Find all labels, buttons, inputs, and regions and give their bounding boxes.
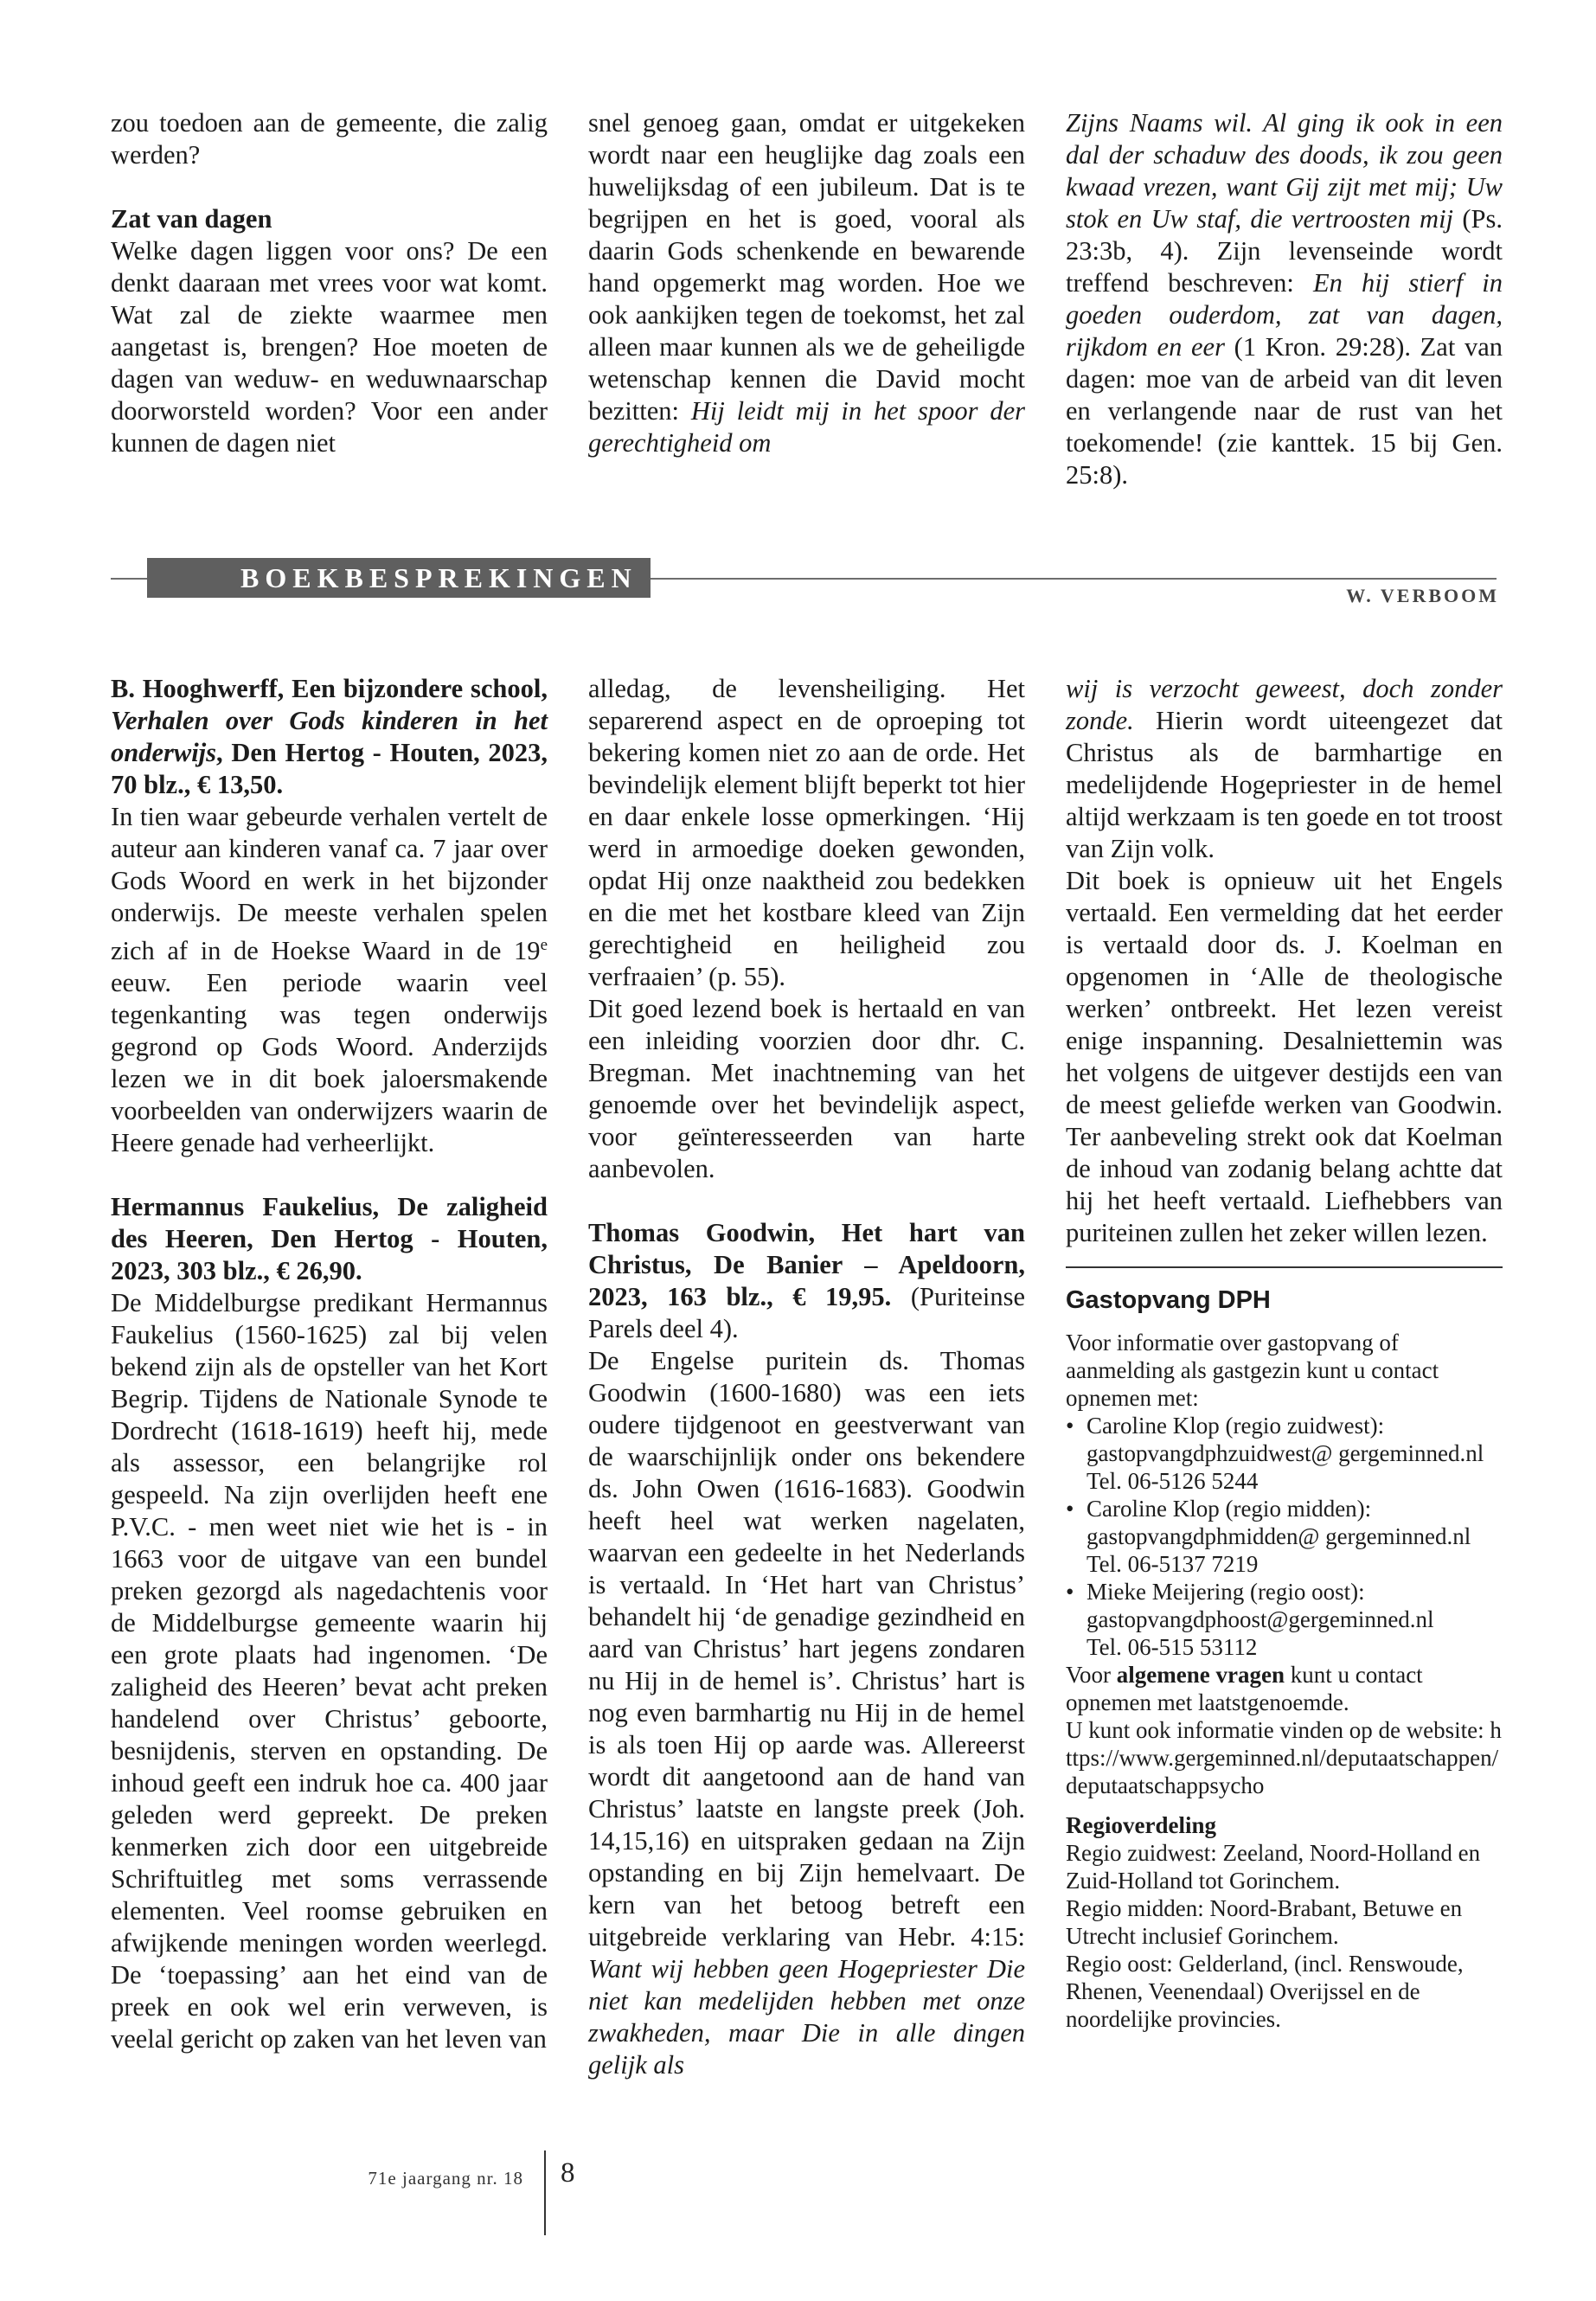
review-heading-tail: (Puriteinse Parels deel 4). bbox=[588, 1282, 1025, 1343]
contact-email[interactable]: gastopvangdphmidden@ gergeminned.nl bbox=[1086, 1523, 1471, 1549]
review-heading-text: , Den Hertog - Houten, 2023, 70 blz., € 13,50. bbox=[111, 738, 548, 799]
general-bold: algemene vragen bbox=[1116, 1662, 1285, 1688]
review-heading bbox=[588, 1217, 1025, 1345]
contact-name: • Caroline Klop (regio zuidwest): bbox=[1086, 1413, 1385, 1439]
infobox-intro: Voor informatie over gastopvang of aanmelding als gastgezin kunt u contact opnemen met: bbox=[1066, 1330, 1439, 1411]
reviews-column-3 bbox=[1066, 673, 1503, 2033]
review-text: De Engelse puritein ds. Thomas Goodwin (1600-1680) was een iets oudere tijdgenoot en geestverwant van de waarschijnlijk onder ons bekendere ds. John Owen (1616-1683). Goodwin heeft heel wat werken nagelaten, waarvan een gedeelte in het Nederlands is vertaald. In ‘Het hart van Christus’ behandelt hij ‘de genadige gezindheid en aard van Christus’ hart jegens zondaren nu Hij in de hemel is’. Christus’ hart is nog even barmhartig nu Hij in de hemel is als toen Hij op aarde was. Allereerst wordt dit aangetoond aan de hand van Christus’ laatste en langste preek (Joh. 14,15,16) en uitspraken gedaan na Zijn opstanding en bij Zijn hemelvaart. De kern van het betoog betreft een uitgebreide verklaring van Hebr. 4:15: bbox=[588, 1346, 1025, 1952]
review-text: In tien waar gebeurde verhalen vertelt de auteur aan kinderen vanaf ca. 7 jaar over Gods Woord en werk in het bijzonder onderwijs. De meeste verhalen spelen zich af in de Hoekse Waard in de 19 bbox=[111, 802, 548, 966]
general-text: Voor bbox=[1066, 1662, 1112, 1688]
regions-title: Regioverdeling bbox=[1066, 1812, 1216, 1838]
review-heading-text: Thomas Goodwin, Het hart van Christus, De Banier – Apeldoorn, 2023, 163 blz., € 19,95. bbox=[588, 1218, 1025, 1311]
issue-label: 71e jaargang nr. 18 bbox=[368, 2168, 523, 2189]
contact-email[interactable]: gastopvangdphoost@gergeminned.nl bbox=[1086, 1606, 1434, 1632]
page-footer bbox=[0, 2150, 1596, 2199]
contact-email[interactable]: gastopvangdphzuidwest@ gergeminned.nl bbox=[1086, 1440, 1484, 1466]
review-body: De Middelburgse predikant Hermannus Faukelius (1560-1625) zal bij velen bekend zijn als de opsteller van het Kort Begrip. Tijdens de Nationale Synode te Dordrecht (1618-1619) heeft hij, mede als assessor, een belangrijke rol gespeeld. Na zijn overlijden heeft ene P.V.C. - men weet niet wie het is - in 1663 voor de uitgave van een bundel preken gezorgd als nagedachtenis voor de Middelburgse gemeente waarin hij een grote plaats had ingenomen. ‘De zaligheid des Heeren’ bevat acht preken handelend over Christus’ geboorte, besnijdenis, sterven en opstanding. De inhoud geeft een indruk hoe ca. 400 jaar geleden werd gepreekt. De preken kenmerken zich door een uitgebreide Schriftuitleg met soms verrassende elementen. Veel roomse gebruiken en afwijkende meningen worden weerlegd. De ‘toepassing’ aan het eind van de preek en ook wel erin verweven, is veelal gericht op zaken van het leven van bbox=[111, 1288, 548, 2054]
review-body bbox=[588, 1345, 1025, 2081]
paragraph bbox=[1066, 107, 1503, 491]
general-questions bbox=[1066, 1661, 1503, 1716]
reviews-column-2 bbox=[588, 673, 1025, 2081]
review-body: Dit boek is opnieuw uit het Engels vertaald. Een vermelding dat het eerder is vertaald door ds. J. Koelman en opgenomen in ‘Alle de theologische werken’ ontbreekt. Het lezen vereist enige inspanning. Desalniettemin was het volgens de uitgever destijds een van de meest geliefde werken van Goodwin. Ter aanbeveling strekt ook dat Koelman de inhoud van zodanig belang achtte dat hij het heeft vertaald. Liefhebbers van puriteinen zullen het zeker willen lezen. bbox=[1066, 866, 1503, 1247]
page-number: 8 bbox=[561, 2157, 575, 2189]
region-line: Regio midden: Noord-Brabant, Betuwe en Utrecht inclusief Gorinchem. bbox=[1066, 1895, 1463, 1949]
review-body bbox=[111, 801, 548, 1159]
contact-item bbox=[1083, 1495, 1503, 1578]
paragraph bbox=[588, 107, 1025, 459]
infobox bbox=[1066, 1329, 1503, 2033]
contact-list bbox=[1066, 1412, 1503, 1661]
top-column-1 bbox=[111, 107, 548, 459]
region-line: Regio oost: Gelderland, (incl. Renswoude, Rhenen, Veenendaal) Overijssel en de noordelijke provincies. bbox=[1066, 1951, 1464, 2032]
top-column-2 bbox=[588, 107, 1025, 459]
review-body bbox=[1066, 673, 1503, 865]
quote-italic: Hij leidt mij in het spoor der gerechtigheid om bbox=[588, 396, 1025, 458]
website-link[interactable]: U kunt ook informatie vinden op de website: https://www.gergeminned.nl/deputaatschappen/deputaatschappsycho bbox=[1066, 1717, 1502, 1798]
review-body: Dit goed lezend boek is hertaald en van een inleiding voorzien door dhr. C. Bregman. Met inachtneming van het genoemde over het bevindelijk aspect, voor geïnteresseerden van harte aanbevolen. bbox=[588, 994, 1025, 1183]
paragraph: zou toedoen aan de gemeente, die zalig werden? bbox=[111, 108, 548, 170]
review-heading-text: B. Hooghwerff, Een bijzondere school, bbox=[111, 674, 548, 703]
subheading: Zat van dagen bbox=[111, 204, 272, 234]
section-title: BOEKBESPREKINGEN bbox=[147, 558, 651, 598]
quote-italic: Zijns Naams wil. Al ging ik ook in een dal der schaduw des doods, ik zou geen kwaad vrezen, want Gij zijt met mij; Uw stok en Uw staf, die vertroosten mij bbox=[1066, 108, 1503, 234]
superscript: e bbox=[540, 936, 548, 954]
section-author: W. VERBOOM bbox=[1346, 585, 1499, 606]
contact-tel: Tel. 06-5126 5244 bbox=[1086, 1468, 1259, 1494]
paragraph: Welke dagen liggen voor ons? De een denkt daaraan met vrees voor wat komt. Wat zal de ziekte waarmee men aangetast is, brengen? Hoe moeten de dagen van weduw- en weduwnaarschap doorworsteld worden? Voor een ander kunnen de dagen niet bbox=[111, 236, 548, 458]
quote-italic: En hij stierf in goeden ouderdom, zat van dagen, rijkdom en eer bbox=[1066, 268, 1503, 362]
review-text: eeuw. Een periode waarin veel tegenkanting was tegen onderwijs gegrond op Gods Woord. Anderzijds lezen we in dit boek jaloersmakende voorbeelden van onderwijzers waarin de Heere genade had verheerlijkt. bbox=[111, 968, 548, 1158]
review-title-italic: Verhalen over Gods kinderen in het onderwijs bbox=[111, 706, 548, 767]
general-text: kunt u contact opnemen met laatstgenoemde. bbox=[1066, 1662, 1423, 1715]
contact-item bbox=[1083, 1578, 1503, 1661]
infobox-rule bbox=[1066, 1266, 1503, 1268]
paragraph-text: (Ps. 23:3b, 4). Zijn levenseinde wordt treffend beschreven: bbox=[1066, 204, 1503, 298]
infobox-title: Gastopvang DPH bbox=[1066, 1286, 1271, 1314]
top-column-3 bbox=[1066, 107, 1503, 491]
review-text: Hierin wordt uiteengezet dat Christus als de barmhartige en medelijdende Hogepriester in de hemel altijd werkzaam is ten goede en tot troost van Zijn volk. bbox=[1066, 706, 1503, 863]
paragraph-text: snel genoeg gaan, omdat er uitgekeken wordt naar een heuglijke dag zoals een huwelijksdag of een jubileum. Dat is te begrijpen en het is goed, vooral als daarin Gods schenkende en bewarende hand opgemerkt mag worden. Hoe we ook aankijken tegen de toekomst, het zal alleen maar kunnen als we de geheiligde wetenschap kennen die David mocht bezitten: bbox=[588, 108, 1025, 426]
review-heading: Hermannus Faukelius, De zaligheid des Heeren, Den Hertog - Houten, 2023, 303 blz., € 26,90. bbox=[111, 1192, 548, 1286]
contact-tel: Tel. 06-5137 7219 bbox=[1086, 1551, 1259, 1577]
region-line: Regio zuidwest: Zeeland, Noord-Holland en Zuid-Holland tot Gorinchem. bbox=[1066, 1840, 1481, 1894]
contact-name: • Caroline Klop (regio midden): bbox=[1086, 1496, 1372, 1522]
contact-name: • Mieke Meijering (regio oost): bbox=[1086, 1579, 1365, 1605]
contact-item bbox=[1083, 1412, 1503, 1495]
quote-italic: Want wij hebben geen Hogepriester Die niet kan medelijden hebben met onze zwakheden, maar Die in alle dingen gelijk als bbox=[588, 1954, 1025, 2080]
quote-italic: wij is verzocht geweest, doch zonder zonde. bbox=[1066, 674, 1503, 735]
review-body: alledag, de levensheiliging. Het separerend aspect en de oproeping tot bekering komen niet zo aan de orde. Het bevindelijk element blijft beperkt tot hier en daar enkele losse opmerkingen. ‘Hij werd in armoedige doeken gewonden, opdat Hij onze naaktheid zou bedekken en die met het kostbare kleed van Zijn gerechtigheid en heiligheid zou verfraaien’ (p. 55). bbox=[588, 674, 1025, 991]
footer-divider bbox=[544, 2150, 546, 2235]
contact-tel: Tel. 06-515 53112 bbox=[1086, 1634, 1258, 1660]
review-heading bbox=[111, 673, 548, 801]
paragraph-text: (1 Kron. 29:28). Zat van dagen: moe van de arbeid van dit leven en verlangende naar de rust van het toekomende! (zie kanttek. 15 bij Gen. 25:8). bbox=[1066, 332, 1503, 490]
reviews-column-1 bbox=[111, 673, 548, 2055]
